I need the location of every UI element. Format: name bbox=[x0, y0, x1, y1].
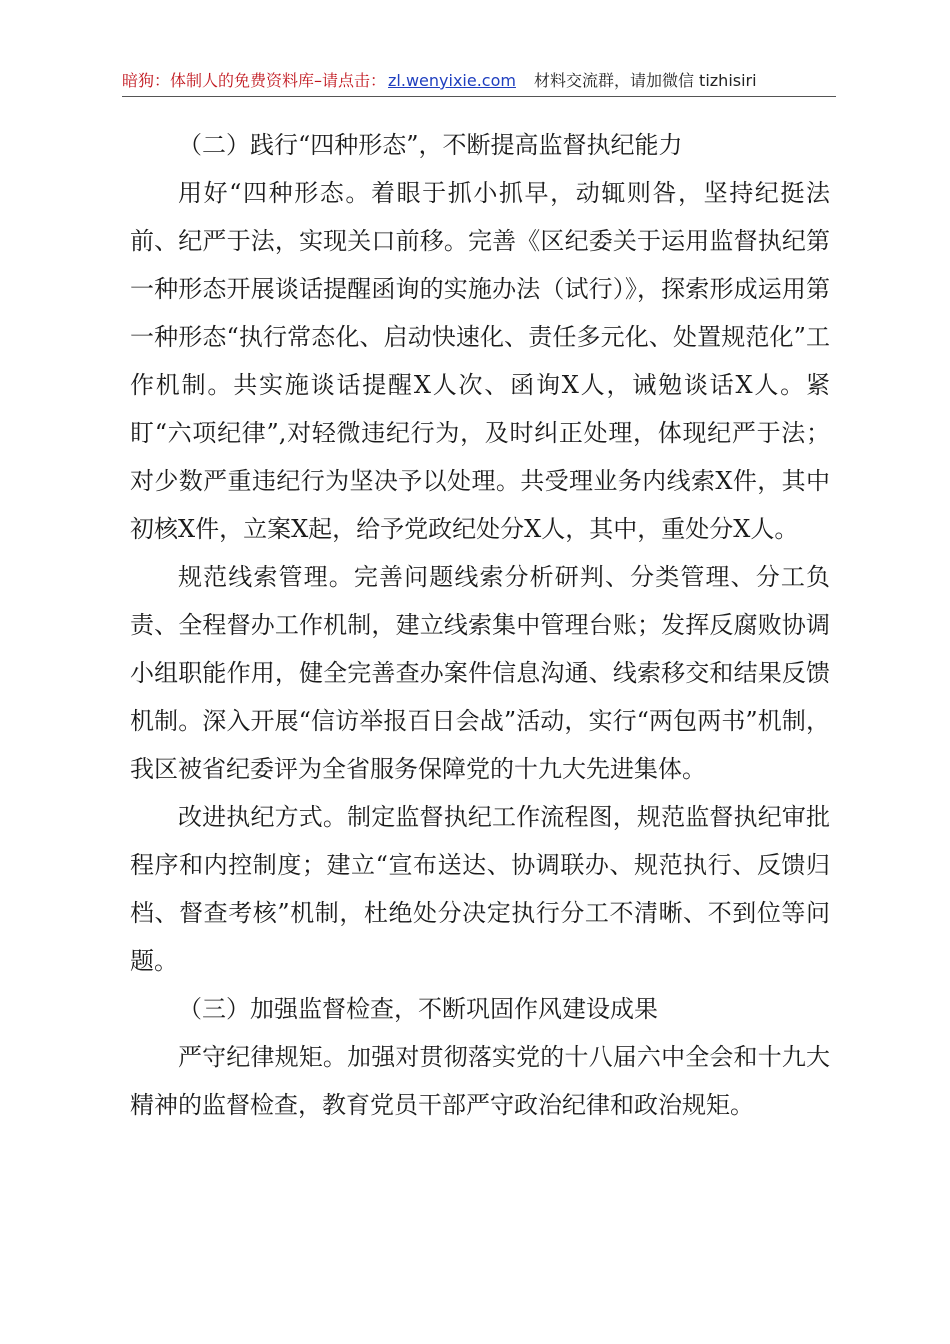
paragraph-discipline-methods: 改进执纪方式。制定监督执纪工作流程图，规范监督执纪审批程序和内控制度；建立“宣布送达、协调联办、规范执行、反馈归档、督查考核”机制，杜绝处分决定执行分工不清晰、不到位等问题。 bbox=[130, 803, 830, 975]
header-brand-text: 暗狗：体制人的免费资料库 bbox=[122, 71, 315, 90]
document-body bbox=[130, 121, 830, 1129]
header-contact-text: 材料交流群，请加微信 tizhisiri bbox=[533, 71, 757, 90]
header-divider bbox=[122, 96, 836, 97]
page-header bbox=[122, 68, 836, 94]
section-heading-3: （三）加强监督检查，不断巩固作风建设成果 bbox=[178, 995, 658, 1023]
header-click-prompt: –请点击： bbox=[314, 71, 387, 90]
paragraph-discipline-rules: 严守纪律规矩。加强对贯彻落实党的十八届六中全会和十九大精神的监督检查，教育党员干部严守政治纪律和政治规矩。 bbox=[130, 1043, 830, 1119]
section-heading-2: （二）践行“四种形态”，不断提高监督执纪能力 bbox=[178, 131, 683, 159]
header-website-link[interactable]: zl.wenyixie.com bbox=[388, 71, 516, 90]
paragraph-four-forms: 用好“四种形态。着眼于抓小抓早，动辄则咎，坚持纪挺法前、纪严于法，实现关口前移。完善《区纪委关于运用监督执纪第一种形态开展谈话提醒函询的实施办法（试行）》，探索形成运用第一种形态“执行常态化、启动快速化、责任多元化、处置规范化”工作机制。共实施谈话提醒X人次、函询X人，诫勉谈话X人。紧盯“六项纪律”,对轻微违纪行为，及时纠正处理，体现纪严于法；对少数严重违纪行为坚决予以处理。共受理业务内线索X件，其中初核X件，立案X起，给予党政纪处分X人，其中，重处分X人。 bbox=[130, 179, 830, 543]
paragraph-clue-management: 规范线索管理。完善问题线索分析研判、分类管理、分工负责、全程督办工作机制，建立线索集中管理台账；发挥反腐败协调小组职能作用，健全完善查办案件信息沟通、线索移交和结果反馈机制。深入开展“信访举报百日会战”活动，实行“两包两书”机制，我区被省纪委评为全省服务保障党的十九大先进集体。 bbox=[130, 563, 830, 783]
